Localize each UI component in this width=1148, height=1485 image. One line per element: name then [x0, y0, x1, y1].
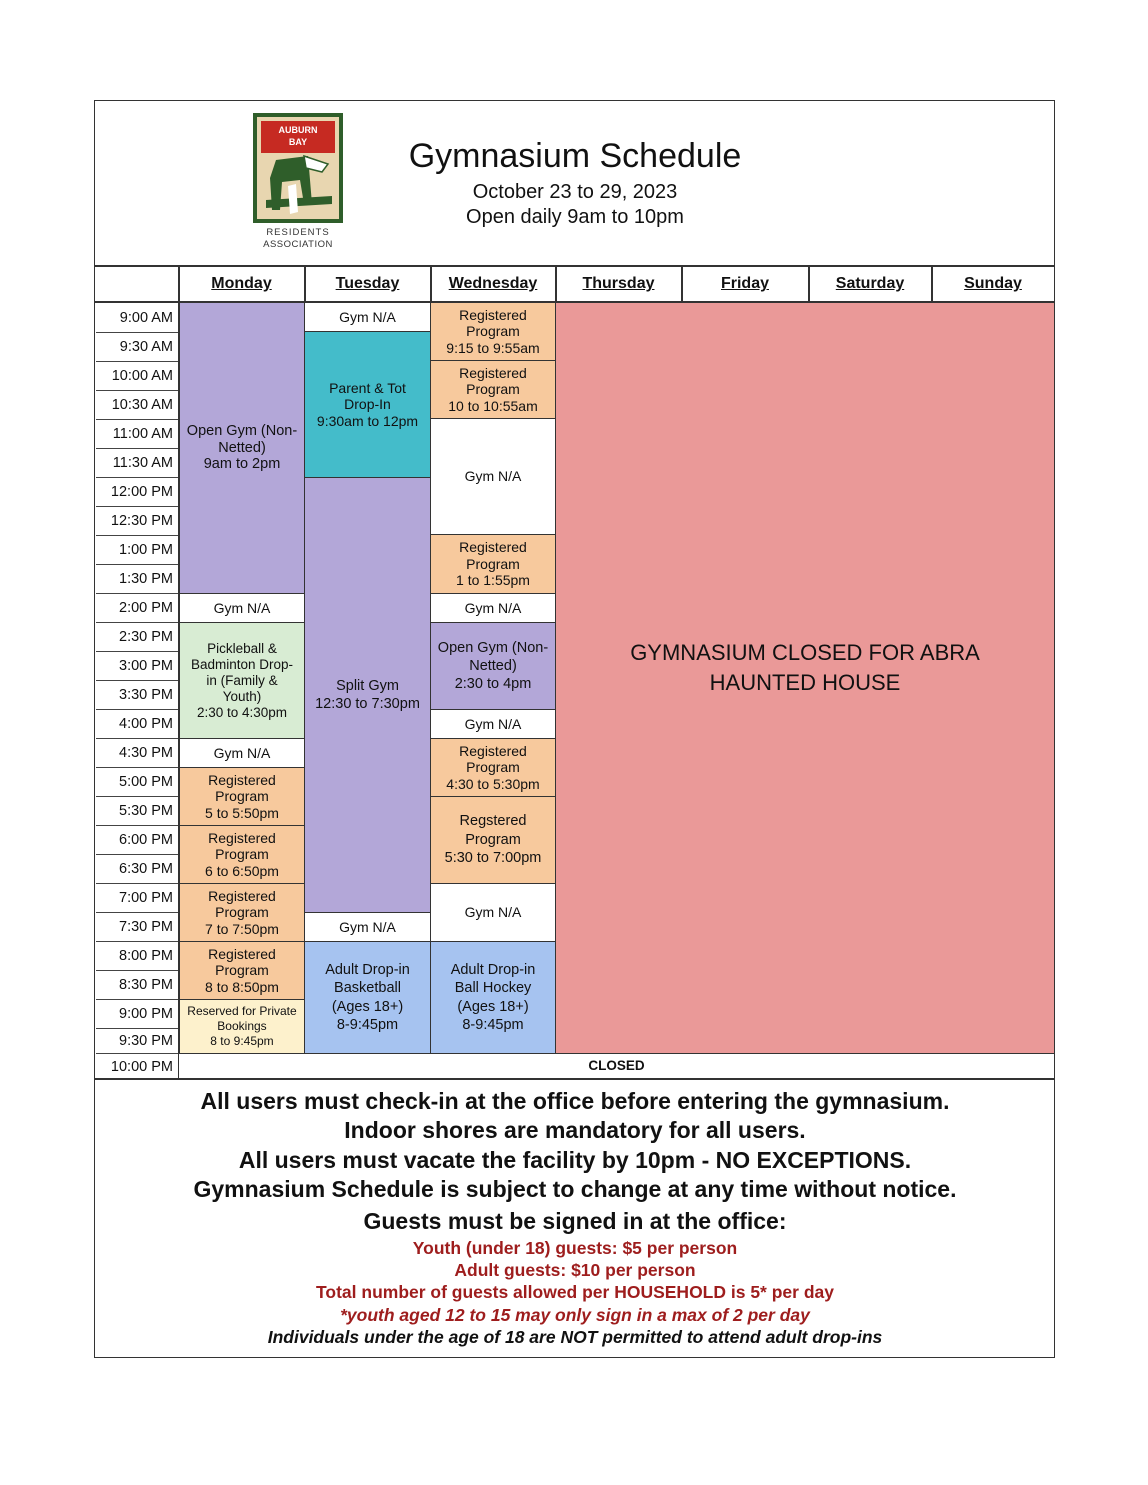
tuesday-adult-basketball: Adult Drop-in Basketball (Ages 18+) 8-9:45pm: [304, 941, 431, 1054]
time-label: 9:00 PM: [96, 1000, 178, 1029]
monday-gym-na: Gym N/A: [179, 738, 305, 768]
rules-divider: [94, 1078, 1055, 1080]
gymnasium-closed-notice: GYMNASIUM CLOSED FOR ABRA HAUNTED HOUSE: [555, 302, 1055, 1054]
tuesday-gym-na: Gym N/A: [304, 912, 431, 942]
time-label: 7:00 PM: [96, 884, 178, 913]
time-label: 7:30 PM: [96, 913, 178, 942]
time-label: 6:00 PM: [96, 826, 178, 855]
monday-gym-na: Gym N/A: [179, 593, 305, 623]
wednesday-gym-na: Gym N/A: [430, 418, 556, 535]
monday-reserved-bookings: Reserved for Private Bookings 8 to 9:45pm: [179, 999, 305, 1054]
wednesday-registered-program: Registered Program 4:30 to 5:30pm: [430, 738, 556, 797]
time-label: 9:00 AM: [96, 304, 178, 333]
time-label: 5:30 PM: [96, 797, 178, 826]
wednesday-open-gym: Open Gym (Non- Netted) 2:30 to 4pm: [430, 622, 556, 710]
adult-dropin-note: Individuals under the age of 18 are NOT permitted to attend adult drop-ins: [267, 1327, 883, 1347]
time-label: 2:00 PM: [96, 594, 178, 623]
wednesday-gym-na: Gym N/A: [430, 883, 556, 942]
guest-youth-fee: Youth (under 18) guests: $5 per person: [412, 1238, 738, 1258]
youth-note: *youth aged 12 to 15 may only sign in a max of 2 per day: [340, 1305, 810, 1325]
time-label: 1:30 PM: [96, 565, 178, 594]
day-header-saturday: Saturday: [835, 275, 905, 292]
time-label: 3:30 PM: [96, 681, 178, 710]
monday-pickleball: Pickleball & Badminton Drop- in (Family & Youth) 2:30 to 4:30pm: [179, 622, 305, 739]
day-header-tuesday: Tuesday: [335, 275, 400, 292]
time-label: 4:00 PM: [96, 710, 178, 739]
guest-household-limit: Total number of guests allowed per HOUSEHOLD is 5* per day: [316, 1282, 834, 1302]
time-label: 5:00 PM: [96, 768, 178, 797]
rule-check-in: All users must check-in at the office before entering the gymnasium.: [200, 1088, 950, 1114]
monday-registered-program: Registered Program 6 to 6:50pm: [179, 825, 305, 884]
time-label: 8:30 PM: [96, 971, 178, 1000]
svg-text:BAY: BAY: [288, 137, 308, 147]
time-label: 10:00 PM: [110, 1058, 173, 1075]
wednesday-gym-na: Gym N/A: [430, 709, 556, 739]
wednesday-registered-program: Registered Program 9:15 to 9:55am: [430, 302, 556, 361]
time-label: 9:30 AM: [96, 333, 178, 362]
time-label: 12:00 PM: [96, 478, 178, 507]
rule-vacate: All users must vacate the facility by 10pm - NO EXCEPTIONS.: [238, 1147, 912, 1173]
open-hours: Open daily 9am to 10pm: [466, 206, 684, 228]
guest-adult-fee: Adult guests: $10 per person: [454, 1260, 696, 1280]
time-label: 10:30 AM: [96, 391, 178, 420]
time-label: 8:00 PM: [96, 942, 178, 971]
wednesday-gym-na: Gym N/A: [430, 593, 556, 623]
time-label: 2:30 PM: [96, 623, 178, 652]
time-label: 1:00 PM: [96, 536, 178, 565]
date-range: October 23 to 29, 2023: [472, 181, 678, 203]
monday-registered-program: Registered Program 8 to 8:50pm: [179, 941, 305, 1000]
day-header-thursday: Thursday: [582, 275, 655, 292]
day-header-monday: Monday: [211, 275, 272, 292]
time-label: 9:30 PM: [96, 1029, 178, 1054]
monday-registered-program: Registered Program 5 to 5:50pm: [179, 767, 305, 826]
monday-registered-program: Registered Program 7 to 7:50pm: [179, 883, 305, 942]
time-label: 3:00 PM: [96, 652, 178, 681]
tuesday-split-gym: Split Gym 12:30 to 7:30pm: [304, 477, 431, 913]
svg-text:ASSOCIATION: ASSOCIATION: [263, 239, 333, 250]
time-label: 10:00 AM: [96, 362, 178, 391]
time-label: 4:30 PM: [96, 739, 178, 768]
rule-guests: Guests must be signed in at the office:: [363, 1208, 787, 1234]
rule-schedule-change: Gymnasium Schedule is subject to change at any time without notice.: [193, 1176, 957, 1202]
wednesday-adult-ball-hockey: Adult Drop-in Ball Hockey (Ages 18+) 8-9:45pm: [430, 941, 556, 1054]
rule-indoor-shoes: Indoor shores are mandatory for all users.: [344, 1117, 806, 1143]
monday-open-gym: Open Gym (Non- Netted) 9am to 2pm: [179, 302, 305, 594]
tuesday-gym-na: Gym N/A: [304, 302, 431, 332]
wednesday-registered-program: Registered Program 1 to 1:55pm: [430, 534, 556, 594]
svg-text:RESIDENTS: RESIDENTS: [266, 227, 330, 238]
closed-row: CLOSED: [178, 1053, 1055, 1079]
day-header-wednesday: Wednesday: [448, 275, 538, 292]
wednesday-registered-program: Regstered Program 5:30 to 7:00pm: [430, 796, 556, 884]
time-label: 11:00 AM: [96, 420, 178, 449]
time-label: 6:30 PM: [96, 855, 178, 884]
wednesday-registered-program: Registered Program 10 to 10:55am: [430, 360, 556, 419]
tuesday-parent-tot: Parent & Tot Drop-In 9:30am to 12pm: [304, 331, 431, 478]
day-header-sunday: Sunday: [964, 275, 1022, 292]
page-title: Gymnasium Schedule: [408, 137, 742, 175]
svg-text:AUBURN: AUBURN: [278, 125, 318, 135]
time-label: 11:30 AM: [96, 449, 178, 478]
day-header-friday: Friday: [720, 275, 769, 292]
time-label: 12:30 PM: [96, 507, 178, 536]
